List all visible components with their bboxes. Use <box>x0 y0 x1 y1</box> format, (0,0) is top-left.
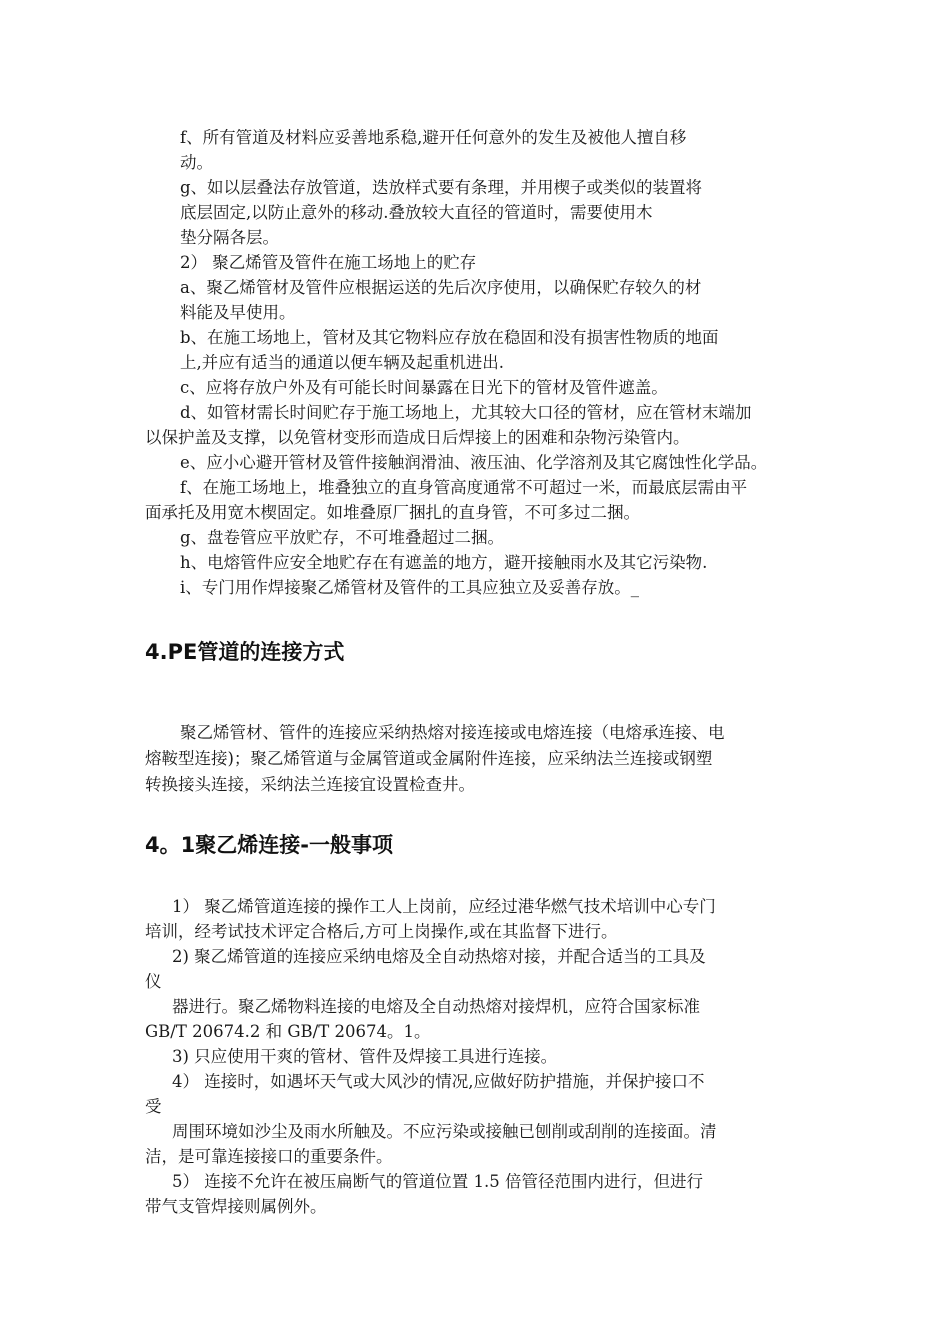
paragraph-line: d、如管材需长时间贮存于施工场地上，尤其较大口径的管材，应在管材末端加 <box>180 403 752 422</box>
paragraph-line: 1） 聚乙烯管道连接的操作工人上岗前，应经过港华燃气技术培训中心专门 <box>172 897 716 916</box>
paragraph-line: 器进行。聚乙烯物料连接的电熔及全自动热熔对接焊机，应符合国家标准 <box>172 997 700 1016</box>
paragraph-line: 4） 连接时，如遇坏天气或大风沙的情况,应做好防护措施，并保护接口不 <box>172 1072 705 1091</box>
paragraph-line: f、所有管道及材料应妥善地系稳,避开任何意外的发生及被他人擅自移 <box>180 128 687 147</box>
paragraph-line: 3) 只应使用干爽的管材、管件及焊接工具进行连接。 <box>172 1047 558 1066</box>
section-heading: 4.PE管道的连接方式 <box>145 640 345 664</box>
paragraph-line: 料能及早使用。 <box>180 303 296 322</box>
paragraph-line: 垫分隔各层。 <box>180 228 279 247</box>
paragraph-line: c、应将存放户外及有可能长时间暴露在日光下的管材及管件遮盖。 <box>180 378 668 397</box>
paragraph-line: i、专门用作焊接聚乙烯管材及管件的工具应独立及妥善存放。_ <box>180 578 640 597</box>
paragraph-line: 上,并应有适当的通道以便车辆及起重机进出. <box>180 353 504 372</box>
paragraph-line: f、在施工场地上，堆叠独立的直身管高度通常不可超过一米，而最底层需由平 <box>180 478 748 497</box>
paragraph-line: g、如以层叠法存放管道，迭放样式要有条理，并用楔子或类似的装置将 <box>180 178 703 197</box>
paragraph-line: 聚乙烯管材、管件的连接应采纳热熔对接连接或电熔连接（电熔承连接、电 <box>180 723 725 742</box>
subsection-heading: 4。1聚乙烯连接-一般事项 <box>145 833 393 857</box>
subsection-title: 2） 聚乙烯管及管件在施工场地上的贮存 <box>180 253 477 272</box>
paragraph-line: 面承托及用宽木楔固定。如堆叠原厂捆扎的直身管，不可多过二捆。 <box>145 503 640 522</box>
paragraph-line: 仪 <box>145 972 162 991</box>
paragraph-line: 受 <box>145 1097 162 1116</box>
paragraph-line: GB/T 20674.2 和 GB/T 20674。1。 <box>145 1022 431 1041</box>
paragraph-line: 转换接头连接，采纳法兰连接宜设置检查井。 <box>145 775 475 794</box>
paragraph-line: e、应小心避开管材及管件接触润滑油、液压油、化学溶剂及其它腐蚀性化学品。 <box>180 453 768 472</box>
paragraph-line: 底层固定,以防止意外的移动.叠放较大直径的管道时，需要使用木 <box>180 203 653 222</box>
paragraph-line: 动。 <box>180 153 213 172</box>
paragraph-line: 培训，经考试技术评定合格后,方可上岗操作,或在其监督下进行。 <box>145 922 618 941</box>
paragraph-line: h、电熔管件应安全地贮存在有遮盖的地方，避开接触雨水及其它污染物. <box>180 553 708 572</box>
paragraph-line: 以保护盖及支撑，以免管材变形而造成日后焊接上的困难和杂物污染管内。 <box>145 428 690 447</box>
paragraph-line: 2) 聚乙烯管道的连接应采纳电熔及全自动热熔对接，并配合适当的工具及 <box>172 947 706 966</box>
paragraph-line: 5） 连接不允许在被压扁断气的管道位置 1.5 倍管径范围内进行，但进行 <box>172 1172 703 1191</box>
paragraph-line: 周围环境如沙尘及雨水所触及。不应污染或接触已刨削或刮削的连接面。清 <box>172 1122 717 1141</box>
paragraph-line: b、在施工场地上，管材及其它物料应存放在稳固和没有损害性物质的地面 <box>180 328 719 347</box>
paragraph-line: 洁，是可靠连接接口的重要条件。 <box>145 1147 393 1166</box>
paragraph-line: g、盘卷管应平放贮存，不可堆叠超过二捆。 <box>180 528 505 547</box>
paragraph-line: 熔鞍型连接)；聚乙烯管道与金属管道或金属附件连接，应采纳法兰连接或钢塑 <box>145 749 713 768</box>
paragraph-line: 带气支管焊接则属例外。 <box>145 1197 327 1216</box>
paragraph-line: a、聚乙烯管材及管件应根据运送的先后次序使用，以确保贮存较久的材 <box>180 278 702 297</box>
